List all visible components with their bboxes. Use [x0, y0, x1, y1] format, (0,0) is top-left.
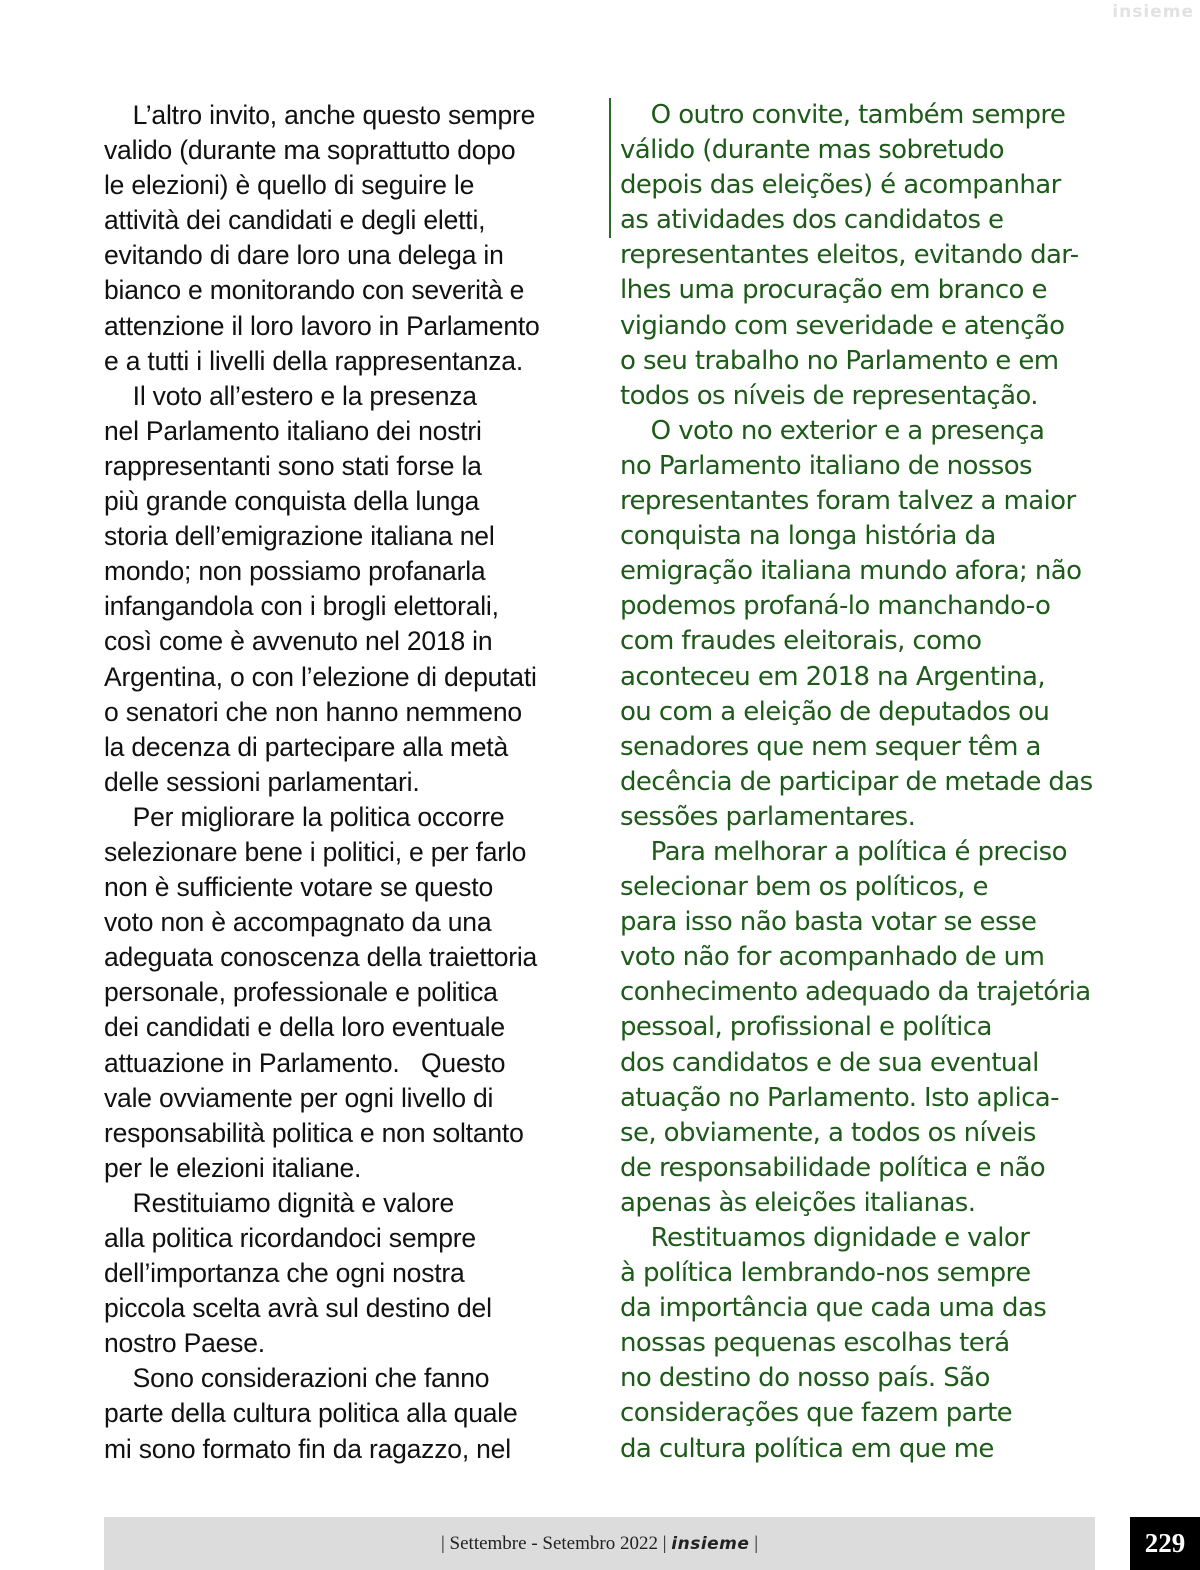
- portuguese-text-line: vigiando com severidade e atenção: [620, 310, 1065, 341]
- italian-text-line: dei candidati e della loro eventuale: [104, 1012, 505, 1043]
- italian-text-line: responsabilità politica e non soltanto: [104, 1117, 524, 1148]
- portuguese-text-line: o seu trabalho no Parlamento e em: [620, 345, 1059, 376]
- portuguese-text-line: de responsabilidade política e não: [620, 1152, 1046, 1183]
- italian-column: [104, 98, 594, 1467]
- italian-text-line: alla politica ricordandoci sempre: [104, 1223, 476, 1253]
- portuguese-text-line: decência de participar de metade das: [620, 766, 1093, 797]
- italian-text-line: e a tutti i livelli della rappresentanza.: [104, 345, 523, 376]
- portuguese-text-line: no destino do nosso país. São: [620, 1363, 990, 1394]
- footer-issue-date: | Settembre - Setembro 2022 |: [440, 1533, 672, 1554]
- portuguese-text-line: da importância que cada uma das: [620, 1293, 1047, 1324]
- italian-text-line: infangandola con i brogli elettorali,: [104, 591, 499, 622]
- italian-text-line: storia dell’emigrazione italiana nel: [104, 521, 495, 552]
- portuguese-text-line: pessoal, profissional e política: [620, 1012, 992, 1043]
- italian-text-line: Il voto all’estero e la presenza: [104, 380, 477, 411]
- italian-text-line: così come è avvenuto nel 2018 in: [104, 626, 493, 657]
- portuguese-text-line: emigração italiana mundo afora; não: [620, 556, 1082, 587]
- portuguese-text-line: todos os níveis de representação.: [620, 380, 1038, 411]
- italian-text-line: selezionare bene i politici, e per farlo: [104, 836, 527, 867]
- italian-text-line: più grande conquista della lunga: [104, 486, 480, 517]
- portuguese-column: [620, 98, 1110, 1467]
- portuguese-text-line: as atividades dos candidatos e: [620, 205, 1004, 236]
- portuguese-text-line: podemos profaná-lo manchando-o: [620, 591, 1051, 622]
- portuguese-text-line: válido (durante mas sobretudo: [620, 135, 1004, 166]
- portuguese-text-line: Restituamos dignidade e valor: [620, 1223, 1030, 1253]
- portuguese-text-line: selecionar bem os políticos, e: [620, 872, 988, 903]
- italian-text-line: nel Parlamento italiano dei nostri: [104, 415, 482, 446]
- footer-bar: [104, 1517, 1095, 1570]
- portuguese-text-line: dos candidatos e de sua eventual: [620, 1047, 1039, 1078]
- page-number: 229: [1130, 1517, 1200, 1570]
- portuguese-text-line: O outro convite, também sempre: [620, 100, 1066, 130]
- italian-text-line: mondo; non possiamo profanarla: [104, 556, 486, 587]
- portuguese-text-line: à política lembrando-nos sempre: [620, 1258, 1031, 1289]
- italian-text-line: adeguata conoscenza della traiettoria: [104, 942, 538, 973]
- footer-brand: insieme: [671, 1534, 750, 1554]
- italian-text-line: attenzione il loro lavoro in Parlamento: [104, 310, 540, 341]
- portuguese-text-line: lhes uma procuração em branco e: [620, 275, 1047, 306]
- portuguese-text-line: Para melhorar a política é preciso: [620, 836, 1067, 867]
- portuguese-text-line: ou com a eleição de deputados ou: [620, 696, 1050, 727]
- portuguese-text-line: voto não for acompanhado de um: [620, 942, 1045, 973]
- italian-text-line: non è sufficiente votare se questo: [104, 872, 494, 903]
- italian-text-line: bianco e monitorando con severità e: [104, 275, 525, 306]
- italian-text-line: Argentina, o con l’elezione di deputati: [104, 661, 537, 692]
- portuguese-text-line: sessões parlamentares.: [620, 801, 916, 832]
- italian-text-line: Sono considerazioni che fanno: [104, 1363, 490, 1394]
- portuguese-text-line: com fraudes eleitorais, como: [620, 626, 982, 657]
- portuguese-text-line: senadores que nem sequer têm a: [620, 731, 1041, 762]
- italian-text-line: rappresentanti sono stati forse la: [104, 450, 482, 481]
- italian-text-line: delle sessioni parlamentari.: [104, 766, 420, 797]
- italian-text-line: piccola scelta avrà sul destino del: [104, 1293, 492, 1324]
- italian-text-line: attuazione in Parlamento. Questo: [104, 1047, 506, 1078]
- portuguese-text-line: atuação no Parlamento. Isto aplica-: [620, 1082, 1059, 1113]
- italian-text-line: L’altro invito, anche questo sempre: [104, 100, 536, 130]
- footer-issue-line: [104, 1533, 1095, 1555]
- portuguese-text-line: conhecimento adequado da trajetória: [620, 977, 1091, 1008]
- italian-text-line: mi sono formato fin da ragazzo, nel: [104, 1433, 511, 1464]
- portuguese-text-line: aconteceu em 2018 na Argentina,: [620, 661, 1046, 692]
- portuguese-text-line: se, obviamente, a todos os níveis: [620, 1117, 1036, 1148]
- portuguese-text-line: apenas às eleições italianas.: [620, 1187, 976, 1218]
- italian-text-line: evitando di dare loro una delega in: [104, 240, 504, 271]
- portuguese-text-line: nossas pequenas escolhas terá: [620, 1328, 1010, 1359]
- italian-text-line: o senatori che non hanno nemmeno: [104, 696, 522, 727]
- italian-text-line: personale, professionale e politica: [104, 977, 498, 1008]
- column-divider: [609, 98, 611, 238]
- masthead-brand: insieme: [1112, 2, 1194, 22]
- portuguese-text-line: depois das eleições) é acompanhar: [620, 170, 1061, 201]
- portuguese-text-line: da cultura política em que me: [620, 1433, 994, 1464]
- italian-text-line: nostro Paese.: [104, 1328, 265, 1359]
- italian-text-line: attività dei candidati e degli eletti,: [104, 205, 486, 236]
- portuguese-text-line: O voto no exterior e a presença: [620, 415, 1045, 446]
- italian-text-line: Restituiamo dignità e valore: [104, 1187, 455, 1218]
- italian-text-line: le elezioni) è quello di seguire le: [104, 170, 475, 201]
- italian-text-line: dell’importanza che ogni nostra: [104, 1258, 465, 1289]
- portuguese-text-line: no Parlamento italiano de nossos: [620, 450, 1032, 481]
- italian-text-line: la decenza di partecipare alla metà: [104, 731, 508, 762]
- italian-text-line: parte della cultura politica alla quale: [104, 1398, 518, 1429]
- italian-text-line: valido (durante ma soprattutto dopo: [104, 135, 516, 166]
- portuguese-text-line: conquista na longa história da: [620, 521, 996, 552]
- footer-separator: |: [749, 1533, 758, 1554]
- italian-text-line: voto non è accompagnato da una: [104, 907, 492, 938]
- italian-text-line: per le elezioni italiane.: [104, 1152, 362, 1183]
- italian-text-line: Per migliorare la politica occorre: [104, 801, 505, 832]
- portuguese-text-line: representantes foram talvez a maior: [620, 486, 1076, 517]
- portuguese-text-line: representantes eleitos, evitando dar-: [620, 240, 1079, 271]
- italian-text-line: vale ovviamente per ogni livello di: [104, 1082, 494, 1113]
- portuguese-text-line: considerações que fazem parte: [620, 1398, 1013, 1429]
- portuguese-text-line: para isso não basta votar se esse: [620, 907, 1037, 938]
